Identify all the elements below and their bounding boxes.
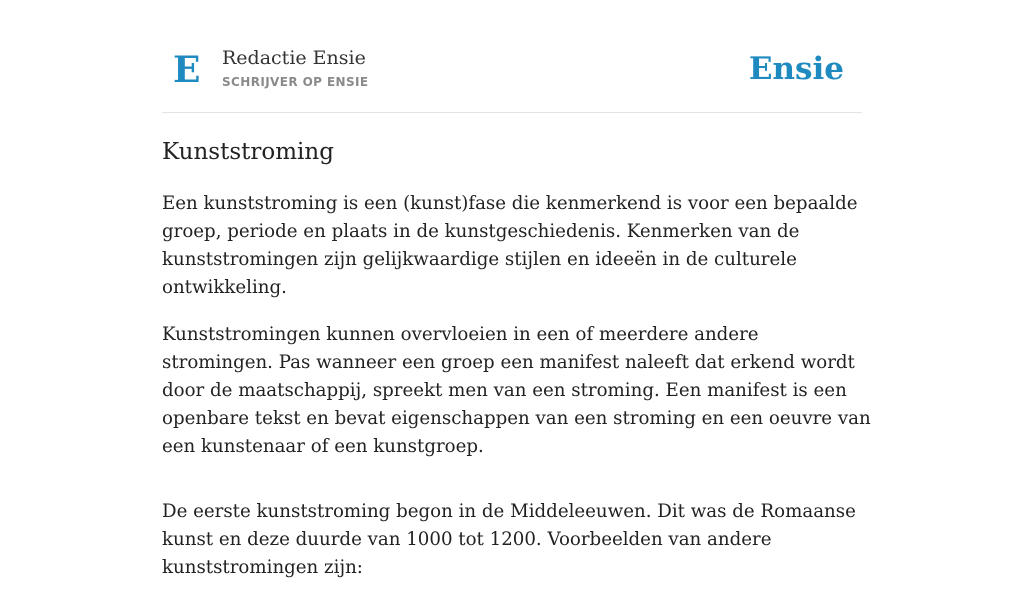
article-paragraph: Een kunststroming is een (kunst)fase die kenmerkend is voor een bepaalde groep, periode en plaats in de kunstgeschiedenis. Kenmerken van de kunststromingen zijn gelijkwaardige stijlen en ideeën in de culturele ontwikkeling.: [162, 193, 858, 298]
article-paragraph: Kunststromingen kunnen overvloeien in een of meerdere andere stromingen. Pas wanneer een groep een manifest naleeft dat erkend wordt door de maatschappij, spreekt men van een stroming. Een manifest is een openbare tekst en bevat eigenschappen van een stroming en een oeuvre van een kunstenaar of een kunstgroep.: [162, 324, 871, 457]
article-body: [162, 190, 874, 601]
author-role: SCHRIJVER OP ENSIE: [222, 75, 369, 89]
article-title: Kunststroming: [162, 139, 334, 165]
ensie-logo[interactable]: Ensie: [748, 51, 844, 87]
author-avatar[interactable]: E: [173, 49, 201, 91]
author-name[interactable]: Redactie Ensie: [222, 47, 366, 69]
article-header: [162, 0, 862, 113]
article-paragraph: De eerste kunststroming begon in de Middeleeuwen. Dit was de Romaanse kunst en deze duurde van 1000 tot 1200. Voorbeelden van andere kunststromingen zijn:: [162, 501, 856, 578]
article-page: [162, 0, 871, 578]
